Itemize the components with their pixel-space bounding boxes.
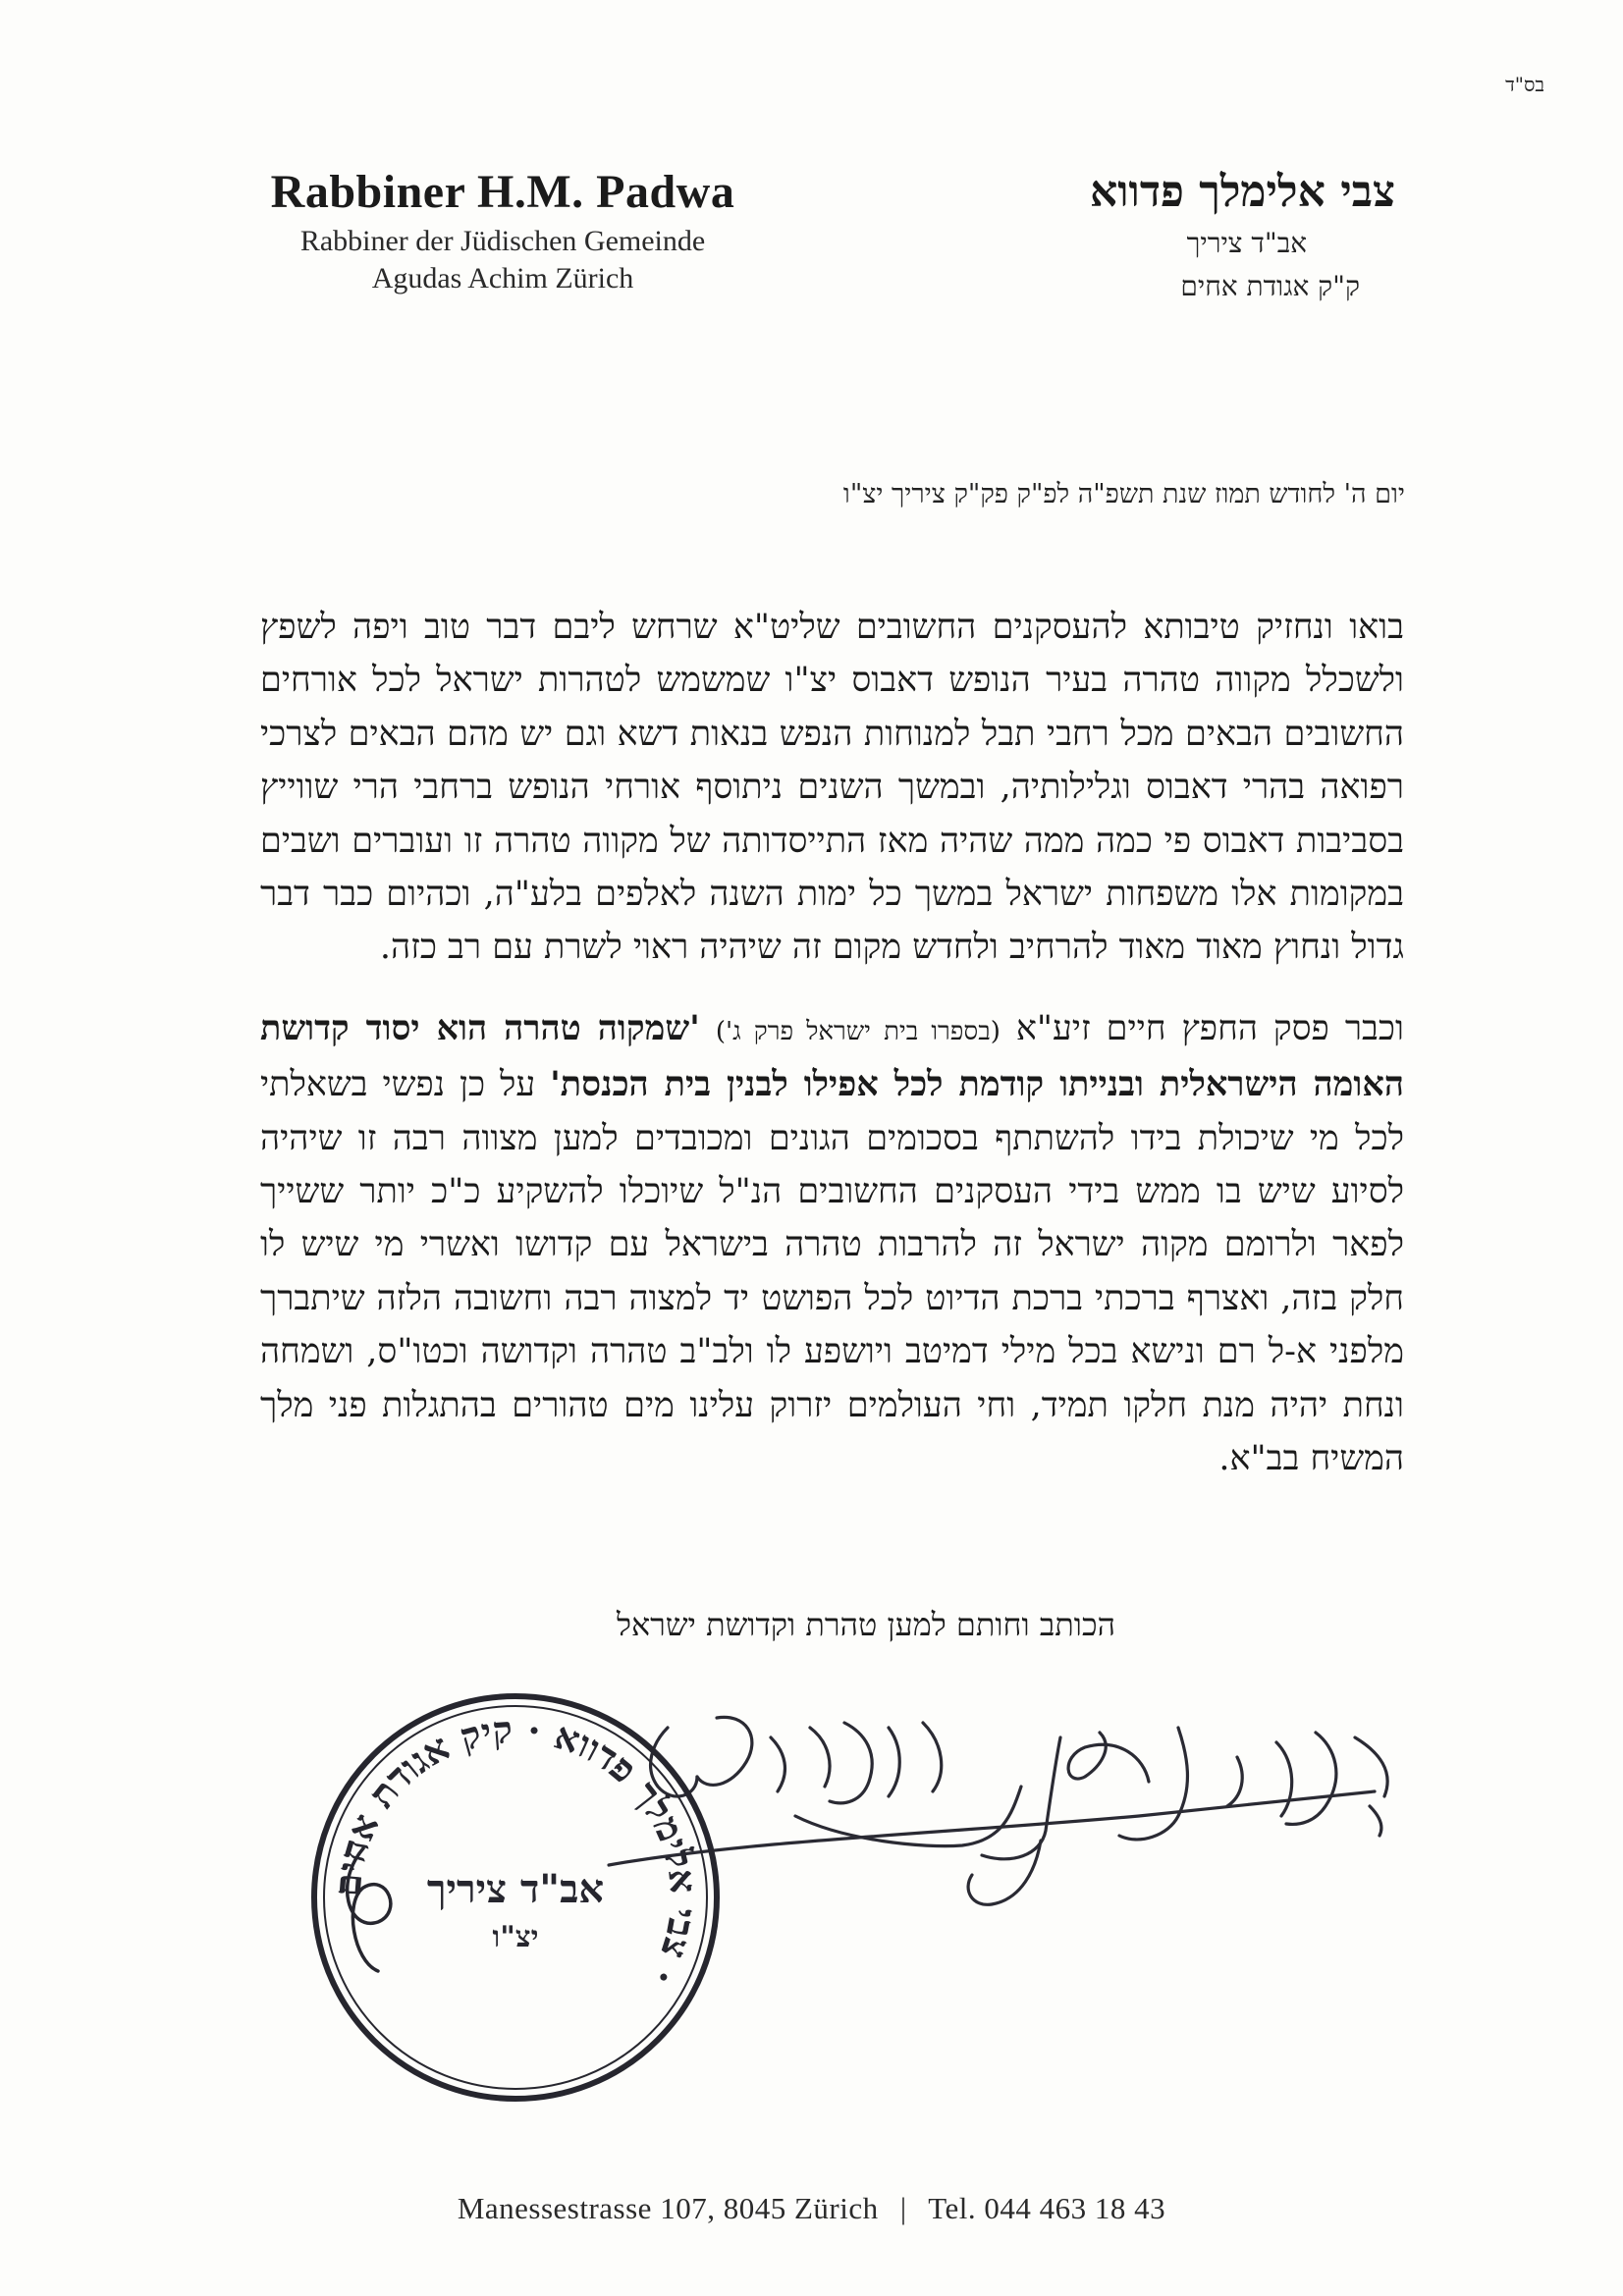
letter-body bbox=[260, 601, 1404, 1486]
letterhead-community: Agudas Achim Zürich bbox=[371, 262, 634, 294]
letterhead-hebrew-title: אב"ד ציריך bbox=[1186, 227, 1307, 259]
letterhead-title: Rabbiner der Jüdischen Gemeinde bbox=[299, 225, 706, 257]
seal-center-subtitle: יצ"ו bbox=[492, 1920, 539, 1954]
body-paragraph-1: בואו ונחזיק טיבותא להעסקנים החשובים שליט"א שרחש ליבם דבר טוב ויפה לשפץ ולשכלל מקווה טהרה בעיר הנופש דאבוס יצ"ו שמשמש לטהרות ישראל לכל אורחים החשובים הבאים מכל רחבי תבל למנוחות הנפש בנאות דשא וגם יש מהם הבאים לצרכי רפואה בהרי דאבוס וגלילותיה, ובמשך השנים ניתוסף אורחי הנופש ברחבי הרי שווייץ בסביבות דאבוס פי כמה ממה שהיה מאז התייסדותה של מקווה טהרה זו ועוברים ושבים במקומות אלו משפחות ישראל במשך כל ימות השנה לאלפים בלע"ה, וכהיום כבר דבר גדול ונחוץ מאוד מאוד להרחיב ולחדש מקום זה שיהיה ראוי לשרת עם רב כזה. bbox=[260, 608, 1404, 968]
letterhead-german bbox=[257, 165, 748, 295]
paragraph-2-source: (בספרו בית ישראל פרק ג') bbox=[715, 1016, 1001, 1046]
paragraph-2-rest: על כן נפשי בשאלתי לכל מי שיכולת בידו להשתתף בסכומים הגונים ומכובדים למען מצווה רבה זו שיהיה לסיוע שיש בו ממש בידי העסקנים החשובים הנ"ל שיוכלו להשקיע כ"כ יותר ששייך לפאר ולרומם מקוה ישראל זה להרבות טהרה בישראל עם קדושו ואשרי מי שיש לו חלק בזה, ואצרף ברכתי ברכת הדיוט לכל הפושט יד למצוה רבה וחשובה הלזה שיתברך מלפני א-ל רם ונישא בכל מילי דמיטב ויושפע לו ולב"ב טהרה וקדושה וכטו"ס, ושמחה ונחת יהיה מנת חלקו תמיד, וחי העולמים יזרוק עלינו מים טהורים בהתגלות פני מלך המשיח בב"א. bbox=[260, 1065, 1404, 1479]
closing-line: הכותב וחותם למען טהרת וקדושת ישראל bbox=[617, 1606, 1115, 1643]
paragraph-2-quote: 'שמקוה טהרה הוא יסוד קדושת האומה הישראלית ובנייתו קודמת לכל אפילו לבנין בית הכנסת' bbox=[260, 1007, 1404, 1105]
paragraph-2-intro: וכבר פסק החפץ חיים זיע"א bbox=[1015, 1008, 1404, 1048]
letterhead-hebrew bbox=[944, 167, 1395, 303]
bsd-mark: בס"ד bbox=[1505, 73, 1544, 96]
letterhead-hebrew-community: ק"ק אגודת אחים bbox=[1180, 270, 1360, 302]
footer-separator: | bbox=[899, 2191, 907, 2225]
seal-ring-text: צבי אלימלך פדווא · קיק אגודת אחים · bbox=[324, 1706, 707, 1994]
body-paragraph-2 bbox=[260, 1002, 1404, 1486]
footer-phone: Tel. 044 463 18 43 bbox=[928, 2191, 1166, 2225]
letter-date: יום ה' לחודש תמוז שנת תשפ"ה לפ"ק פק"ק ציריך יצ"ו bbox=[842, 479, 1405, 509]
letterhead-name: Rabbiner H.M. Padwa bbox=[270, 166, 735, 218]
letterhead-hebrew-name: צבי אלימלך פדווא bbox=[1090, 167, 1395, 217]
letter-footer bbox=[0, 2191, 1623, 2226]
footer-address: Manessestrasse 107, 8045 Zürich bbox=[457, 2191, 879, 2225]
seal-center-title: אב"ד ציריך bbox=[426, 1866, 605, 1912]
rabbinical-seal bbox=[295, 1677, 736, 2118]
